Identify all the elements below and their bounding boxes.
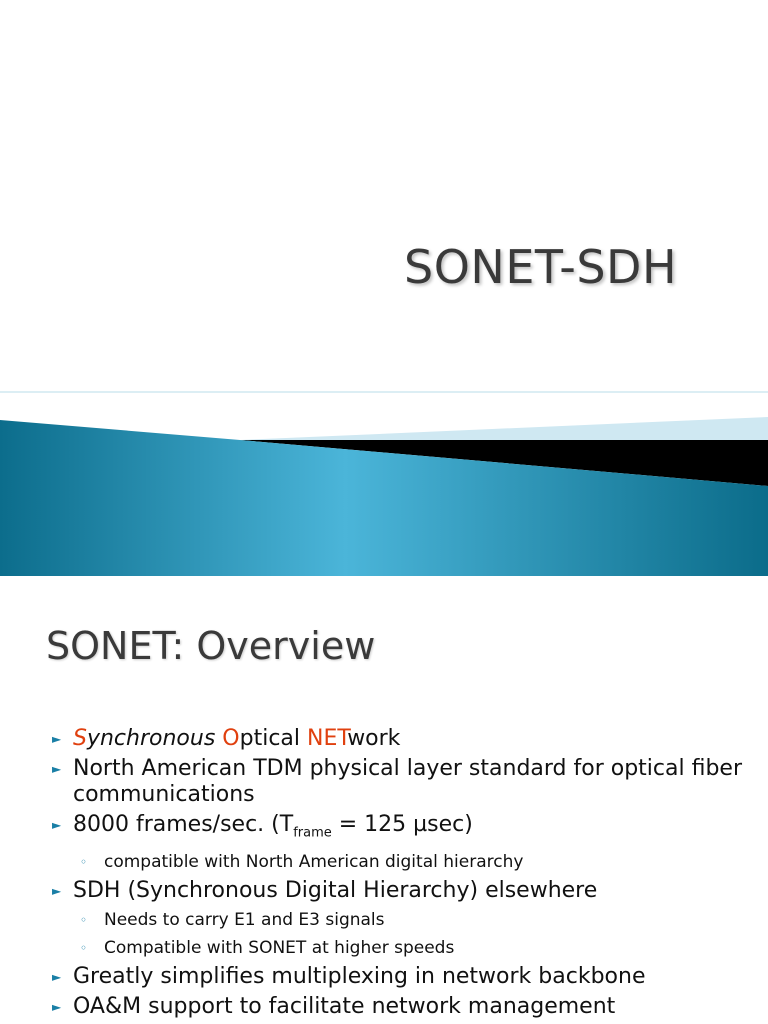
bullet-item: ► Greatly simplifies multiplexing in network backbone bbox=[52, 964, 646, 990]
overview-title: SONET: Overview bbox=[46, 624, 376, 668]
decorative-banner bbox=[0, 385, 768, 580]
banner-light-strip bbox=[240, 417, 768, 441]
bullet-item: ► Synchronous Optical NETwork bbox=[52, 726, 401, 751]
sub-bullet-item: ◦ Needs to carry E1 and E3 signals bbox=[80, 910, 385, 931]
bullet-arrow-icon: ► bbox=[52, 732, 62, 746]
sub-bullet-item: ◦ Compatible with SONET at higher speeds bbox=[80, 938, 455, 959]
bullet-item: ► 8000 frames/sec. ($T_{frame} = 125$ µsec) bbox=[52, 812, 473, 841]
bullet-arrow-icon: ► bbox=[52, 1000, 62, 1015]
bullet-item: ► SDH (Synchronous Digital Hierarchy) elsewhere bbox=[52, 878, 598, 904]
bullet-arrow-icon: ► bbox=[52, 884, 62, 899]
slide-title: SONET-SDH bbox=[404, 240, 678, 294]
bullet-circle-icon: ◦ bbox=[80, 913, 88, 928]
overview-slide bbox=[0, 580, 768, 1024]
bullet-item: ► North American TDM physical layer standard for optical fiber communications bbox=[52, 756, 743, 807]
bullet-arrow-icon: ► bbox=[52, 970, 62, 985]
bullet-arrow-icon: ► bbox=[52, 762, 62, 776]
bullet-circle-icon: ◦ bbox=[80, 855, 88, 870]
bullet-circle-icon: ◦ bbox=[80, 941, 88, 956]
bullet-item: ► OA&M support to facilitate network management bbox=[52, 994, 616, 1020]
bullet-arrow-icon: ► bbox=[52, 818, 62, 832]
sub-bullet-item: ◦ compatible with North American digital hierarchy bbox=[80, 852, 524, 873]
bullet-list bbox=[0, 726, 768, 1024]
